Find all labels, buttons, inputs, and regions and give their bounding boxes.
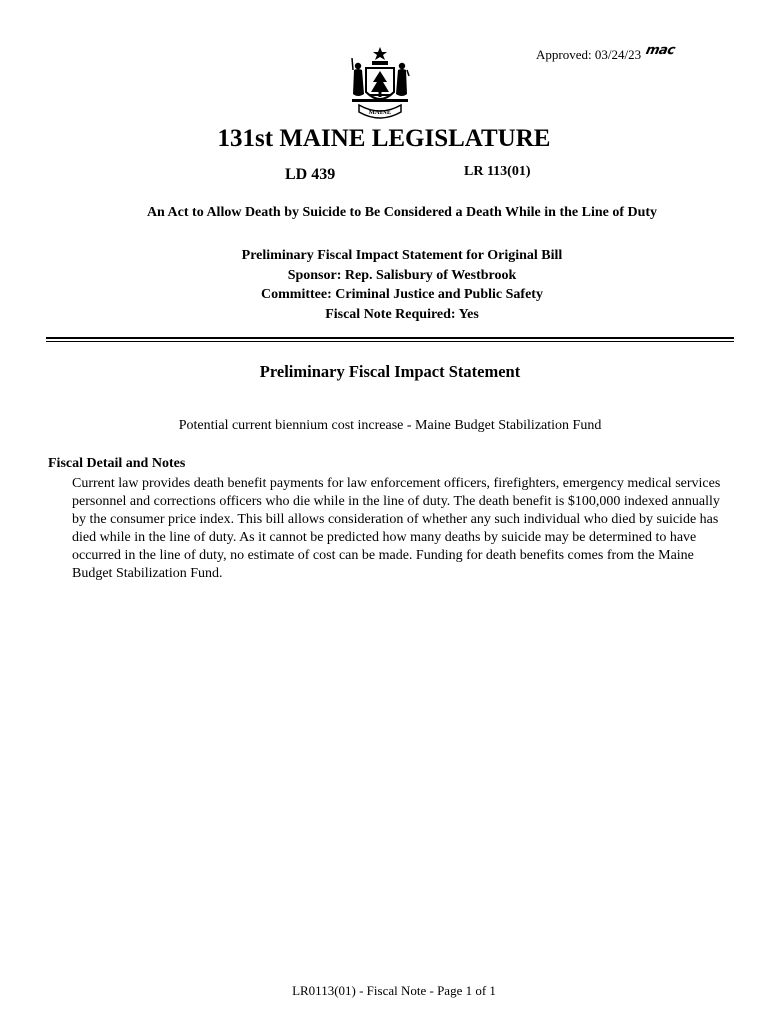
divider-thin xyxy=(46,341,734,342)
page-footer: LR0113(01) - Fiscal Note - Page 1 of 1 xyxy=(292,983,496,998)
lr-number: LR 113(01) xyxy=(464,164,531,179)
notes-body: Current law provides death benefit payments for law enforcement officers, firefighters, emergency medical services personnel and corrections officers who die while in the line of duty. The death benefit is $100,000 indexed annually by the consumer price index. This bill allows consideration of whether any such individual who died by suicide has died while in the line of duty. As it cannot be predicted how many deaths by suicide may be determined to have occurred in the line of duty, no estimate of cost can be made. Funding for death benefits comes from the Maine Budget Stabilization Fund. xyxy=(72,476,721,581)
maine-state-seal-icon xyxy=(349,46,411,120)
notes-heading: Fiscal Detail and Notes xyxy=(48,456,186,471)
committee: Committee: Criminal Justice and Public Safety xyxy=(261,287,543,302)
statement-type: Preliminary Fiscal Impact Statement for Original Bill xyxy=(241,248,563,263)
statement-heading: Preliminary Fiscal Impact Statement xyxy=(259,362,521,381)
fiscal-note-required: Fiscal Note Required: Yes xyxy=(325,306,479,322)
ld-number: LD 439 xyxy=(285,166,336,183)
seal-ribbon-text: MAINE xyxy=(368,109,392,116)
bill-metadata xyxy=(0,246,768,324)
bill-title: An Act to Allow Death by Suicide to Be Considered a Death While in the Line of Duty xyxy=(146,205,658,220)
cost-summary: Potential current biennium cost increase - Maine Budget Stabilization Fund xyxy=(178,418,602,433)
divider-thick xyxy=(46,337,734,339)
legislature-title: 131st MAINE LEGISLATURE xyxy=(217,125,551,152)
sponsor: Sponsor: Rep. Salisbury of Westbrook xyxy=(287,267,517,283)
approver-initials: mac xyxy=(644,43,677,58)
approval-stamp: Approved: 03/24/23 xyxy=(536,47,642,62)
